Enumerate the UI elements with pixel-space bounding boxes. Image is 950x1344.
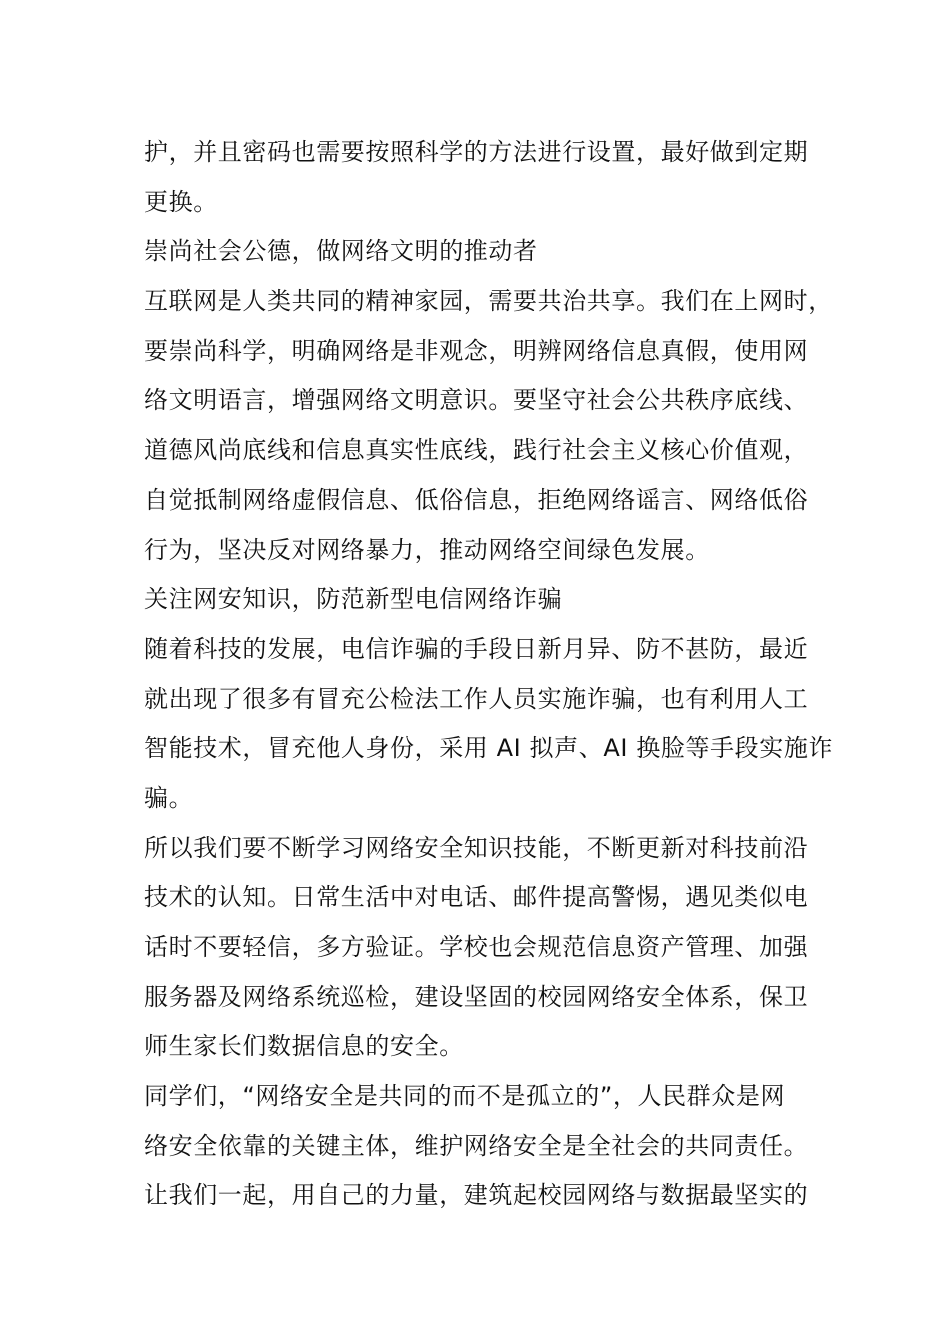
section-heading: 关注网安知识，防范新型电信网络诈骗 [144, 585, 563, 614]
text-line: 技术的认知。日常生活中对电话、邮件提高警惕，遇见类似电 [144, 883, 809, 912]
text-line: 让我们一起，用自己的力量，建筑起校园网络与数据最坚实的 [144, 1181, 809, 1210]
text-line: 骗。 [144, 783, 194, 812]
document-body [144, 128, 834, 1221]
text-line: 服务器及网络系统巡检，建设坚固的校园网络安全体系，保卫 [144, 982, 809, 1011]
text-line: 就出现了很多有冒充公检法工作人员实施诈骗，也有利用人工 [144, 684, 809, 713]
text-line: 互联网是人类共同的精神家园，需要共治共享。我们在上网时， [144, 287, 833, 316]
text-line: 护，并且密码也需要按照科学的方法进行设置，最好做到定期 [144, 138, 809, 166]
text-line: 要崇尚科学，明确网络是非观念，明辨网络信息真假，使用网 [144, 336, 809, 365]
text-line: 自觉抵制网络虚假信息、低俗信息，拒绝网络谣言、网络低俗 [144, 485, 809, 514]
text-line: 络安全依靠的关键主体，维护网络安全是全社会的共同责任。 [144, 1131, 809, 1160]
text-line: 同学们，“网络安全是共同的而不是孤立的”，人民群众是网 [144, 1082, 786, 1111]
text-line: 道德风尚底线和信息真实性底线，践行社会主义核心价值观， [144, 436, 809, 465]
text-line: 随着科技的发展，电信诈骗的手段日新月异、防不甚防，最近 [144, 634, 809, 663]
text-line: 师生家长们数据信息的安全。 [144, 1032, 464, 1061]
text-line: 行为，坚决反对网络暴力，推动网络空间绿色发展。 [144, 535, 710, 564]
text-line: 络文明语言，增强网络文明意识。要坚守社会公共秩序底线、 [144, 386, 809, 415]
section-heading: 崇尚社会公德，做网络文明的推动者 [144, 237, 538, 266]
text-line: 更换。 [144, 187, 218, 216]
text-line: 所以我们要不断学习网络安全知识技能，不断更新对科技前沿 [144, 833, 809, 862]
text-line: 智能技术，冒充他人身份，采用 AI 拟声、AI 换脸等手段实施诈 [144, 734, 834, 763]
text-line: 话时不要轻信，多方验证。学校也会规范信息资产管理、加强 [144, 933, 809, 961]
